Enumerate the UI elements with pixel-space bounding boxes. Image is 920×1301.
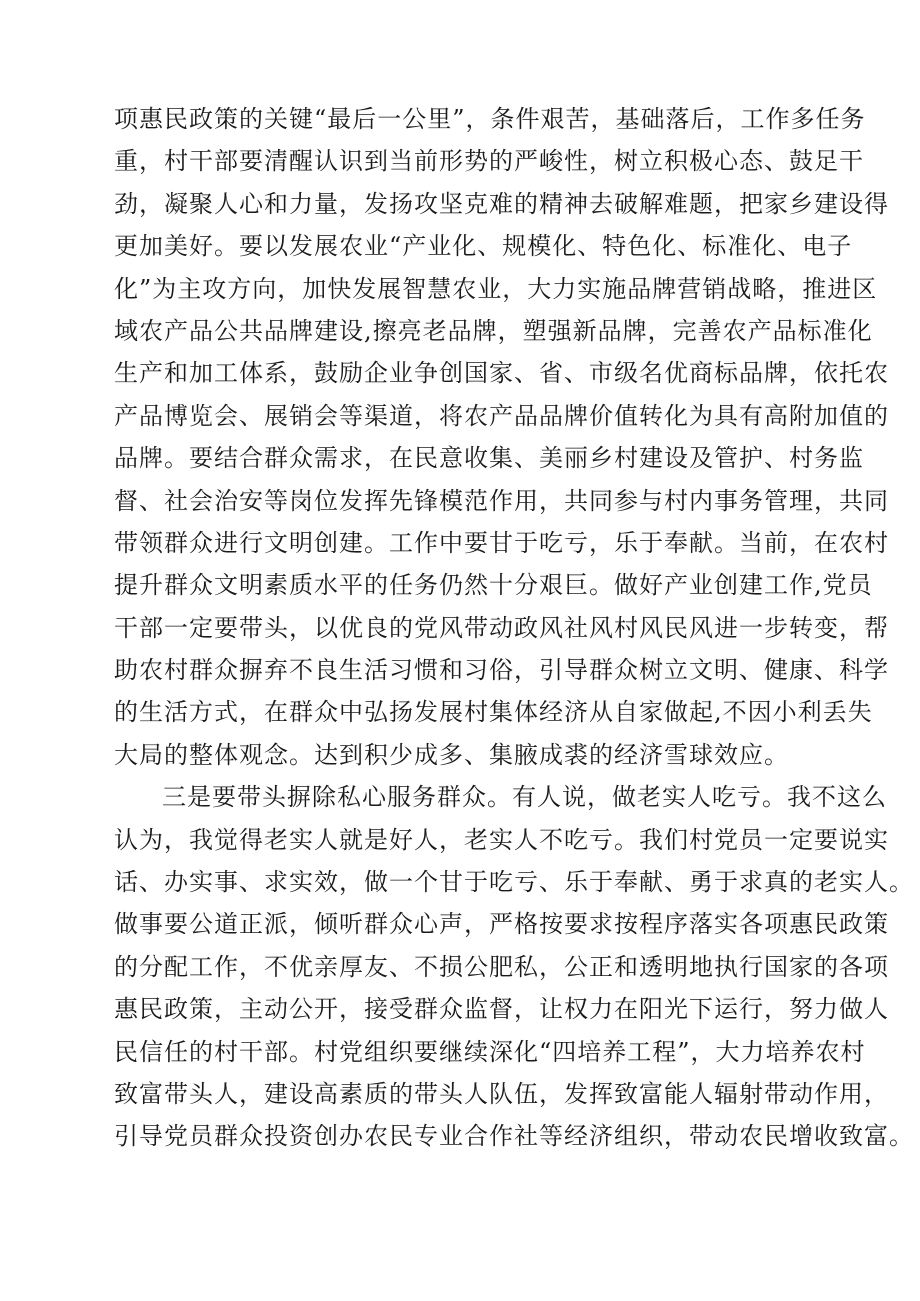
text-line: 督、社会治安等岗位发挥先锋模范作用，共同参与村内事务管理，共同 <box>114 486 889 515</box>
text-line: 做事要公道正派，倾听群众心声，严格按要求按程序落实各项惠民政策 <box>114 910 889 939</box>
text-line: 重，村干部要清醒认识到当前形势的严峻性，树立积极心态、鼓足干 <box>114 147 864 176</box>
text-line: 话、办实事、求实效，做一个甘于吃亏、乐于奉献、勇于求真的老实人。 <box>114 868 914 897</box>
text-line: 干部一定要带头，以优良的党风带动政风社风村风民风进一步转变，帮 <box>114 613 889 642</box>
text-line: 品牌。要结合群众需求，在民意收集、美丽乡村建设及管护、村务监 <box>114 444 864 473</box>
text-line: 引导党员群众投资创办农民专业合作社等经济组织，带动农民增收致富。 <box>114 1122 914 1151</box>
text-line: 认为，我觉得老实人就是好人，老实人不吃亏。我们村党员一定要说实 <box>114 825 889 854</box>
text-line: 致富带头人，建设高素质的带头人队伍，发挥致富能人辐射带动作用， <box>114 1079 889 1108</box>
text-line: 三是要带头摒除私心服务群众。有人说，做老实人吃亏。我不这么 <box>162 783 887 812</box>
paragraph-1 <box>114 98 889 776</box>
text-line: 生产和加工体系，鼓励企业争创国家、省、市级名优商标品牌，依托农 <box>114 359 889 388</box>
text-line: 助农村群众摒弃不良生活习惯和习俗，引导群众树立文明、健康、科学 <box>114 656 889 685</box>
text-line: 带领群众进行文明创建。工作中要甘于吃亏，乐于奉献。当前，在农村 <box>114 528 889 557</box>
text-line: 提升群众文明素质水平的任务仍然十分艰巨。做好产业创建工作,党员 <box>114 571 873 600</box>
text-line: 民信任的村干部。村党组织要继续深化“四培养工程”，大力培养农村 <box>114 1037 866 1066</box>
text-line: 劲，凝聚人心和力量，发扬攻坚克难的精神去破解难题，把家乡建设得 <box>114 189 889 218</box>
text-line: 域农产品公共品牌建设,擦亮老品牌，塑强新品牌，完善农产品标准化 <box>114 316 873 345</box>
text-line: 的生活方式，在群众中弘扬发展村集体经济从自家做起,不因小利丢失 <box>114 698 873 727</box>
text-line: 的分配工作，不优亲厚友、不损公肥私，公正和透明地执行国家的各项 <box>114 952 889 981</box>
text-line: 大局的整体观念。达到积少成多、集腋成裘的经济雪球效应。 <box>114 740 789 769</box>
document-body <box>114 98 914 1158</box>
text-line: 产品博览会、展销会等渠道，将农产品品牌价值转化为具有高附加值的 <box>114 401 889 430</box>
text-line: 化”为主攻方向，加快发展智慧农业，大力实施品牌营销战略，推进区 <box>114 274 878 303</box>
text-line: 更加美好。要以发展农业“产业化、规模化、特色化、标准化、电子 <box>114 232 853 261</box>
text-line: 惠民政策，主动公开，接受群众监督，让权力在阳光下运行，努力做人 <box>114 995 889 1024</box>
paragraph-2 <box>114 776 914 1158</box>
text-line: 项惠民政策的关键“最后一公里”，条件艰苦，基础落后，工作多任务 <box>114 105 866 133</box>
